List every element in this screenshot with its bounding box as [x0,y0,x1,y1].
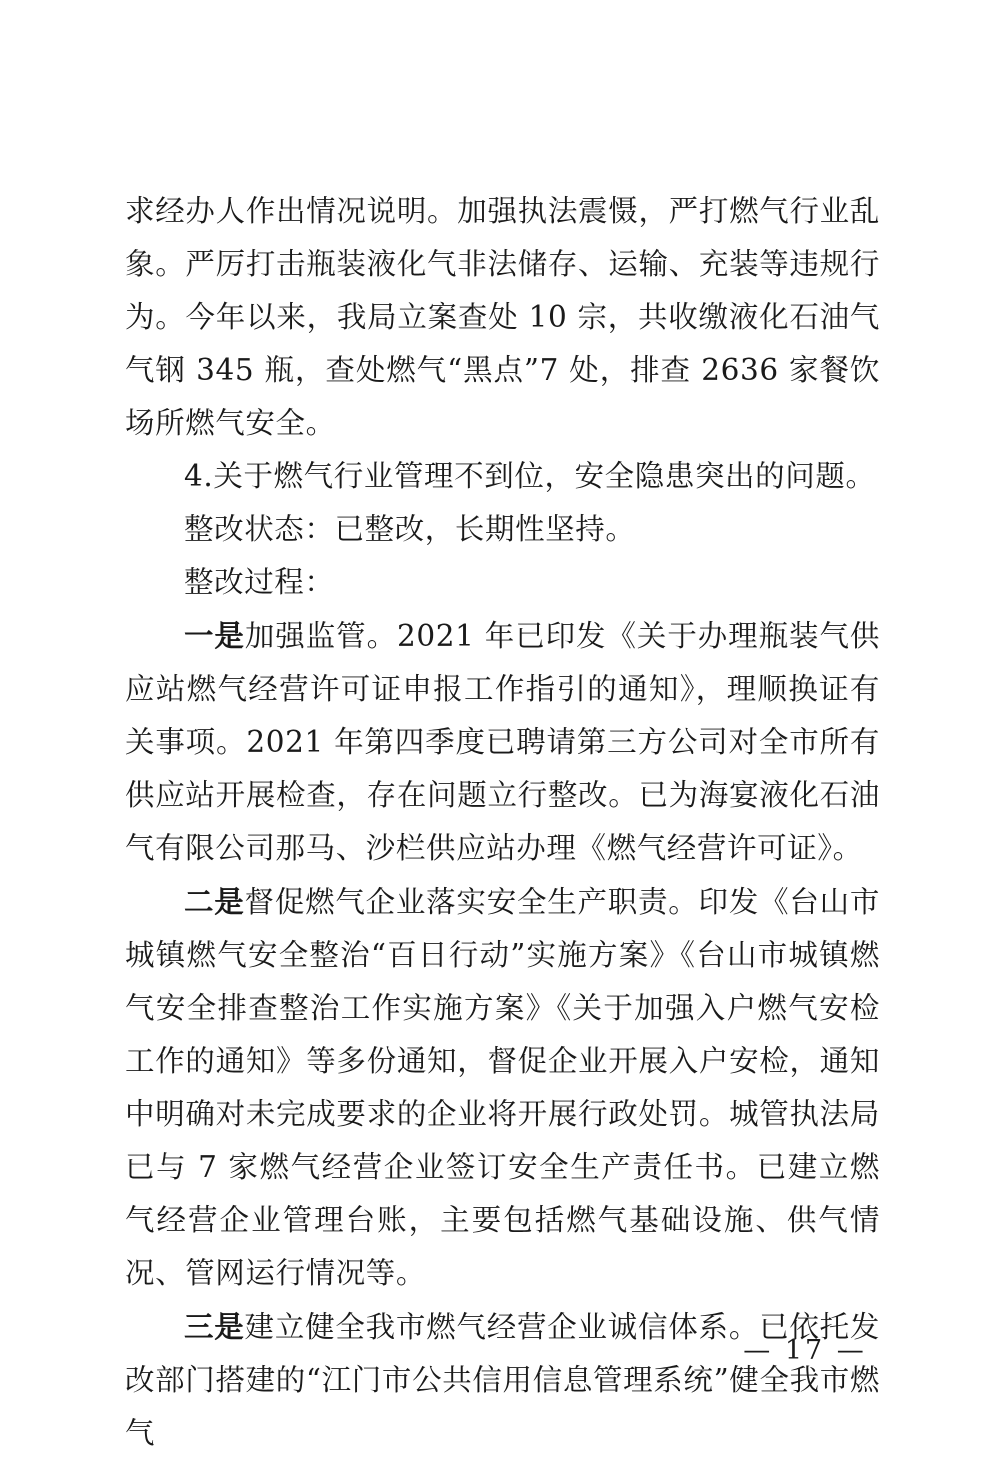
paragraph-item-three [125,1300,880,1460]
paragraph: 整改过程： [184,565,335,599]
paragraph-lead: 一是 [184,618,245,653]
paragraph: 整改状态：已整改，长期性坚持。 [184,512,636,546]
paragraph-text: 加强监管。2021 年已印发《关于办理瓶装气供应站燃气经营许可证申报工作指引的通知》，理顺换证有关事项。2021 年第四季度已聘请第三方公司对全市所有供应站开展检查，存在问题立行整改。已为海宴液化石油气有限公司那马、沙栏供应站办理《燃气经营许可证》。 [125,619,880,865]
paragraph-item-one [125,609,880,875]
page-footer [0,1335,1000,1366]
paragraph-text: 建立健全我市燃气经营企业诚信体系。已依托发改部门搭建的“江门市公共信用信息管理系统”健全我市燃气 [125,1310,880,1450]
paragraph: 求经办人作出情况说明。加强执法震慑，严打燃气行业乱象。严厉打击瓶装液化气非法储存、运输、充装等违规行为。今年以来，我局立案查处 10 宗，共收缴液化石油气气钢 345 瓶，查处燃气“黑点”7 处，排查 2636 家餐饮场所燃气安全。 [125,194,880,440]
paragraph-lead: 三是 [184,1309,245,1344]
page-number: — 17 — [743,1335,867,1366]
paragraph-lead: 二是 [184,884,245,919]
paragraph-item-two [125,875,880,1300]
paragraph-text: 督促燃气企业落实安全生产职责。印发《台山市城镇燃气安全整治“百日行动”实施方案》《台山市城镇燃气安全排查整治工作实施方案》《关于加强入户燃气安检工作的通知》等多份通知，督促企业开展入户安检，通知中明确对未完成要求的企业将开展行政处罚。城管执法局已与 7 家燃气经营企业签订安全生产责任书。已建立燃气经营企业管理台账，主要包括燃气基础设施、供气情况、管网运行情况等。 [125,885,880,1290]
paragraph: 4.关于燃气行业管理不到位，安全隐患突出的问题。 [184,459,876,493]
document-body [125,185,880,1460]
